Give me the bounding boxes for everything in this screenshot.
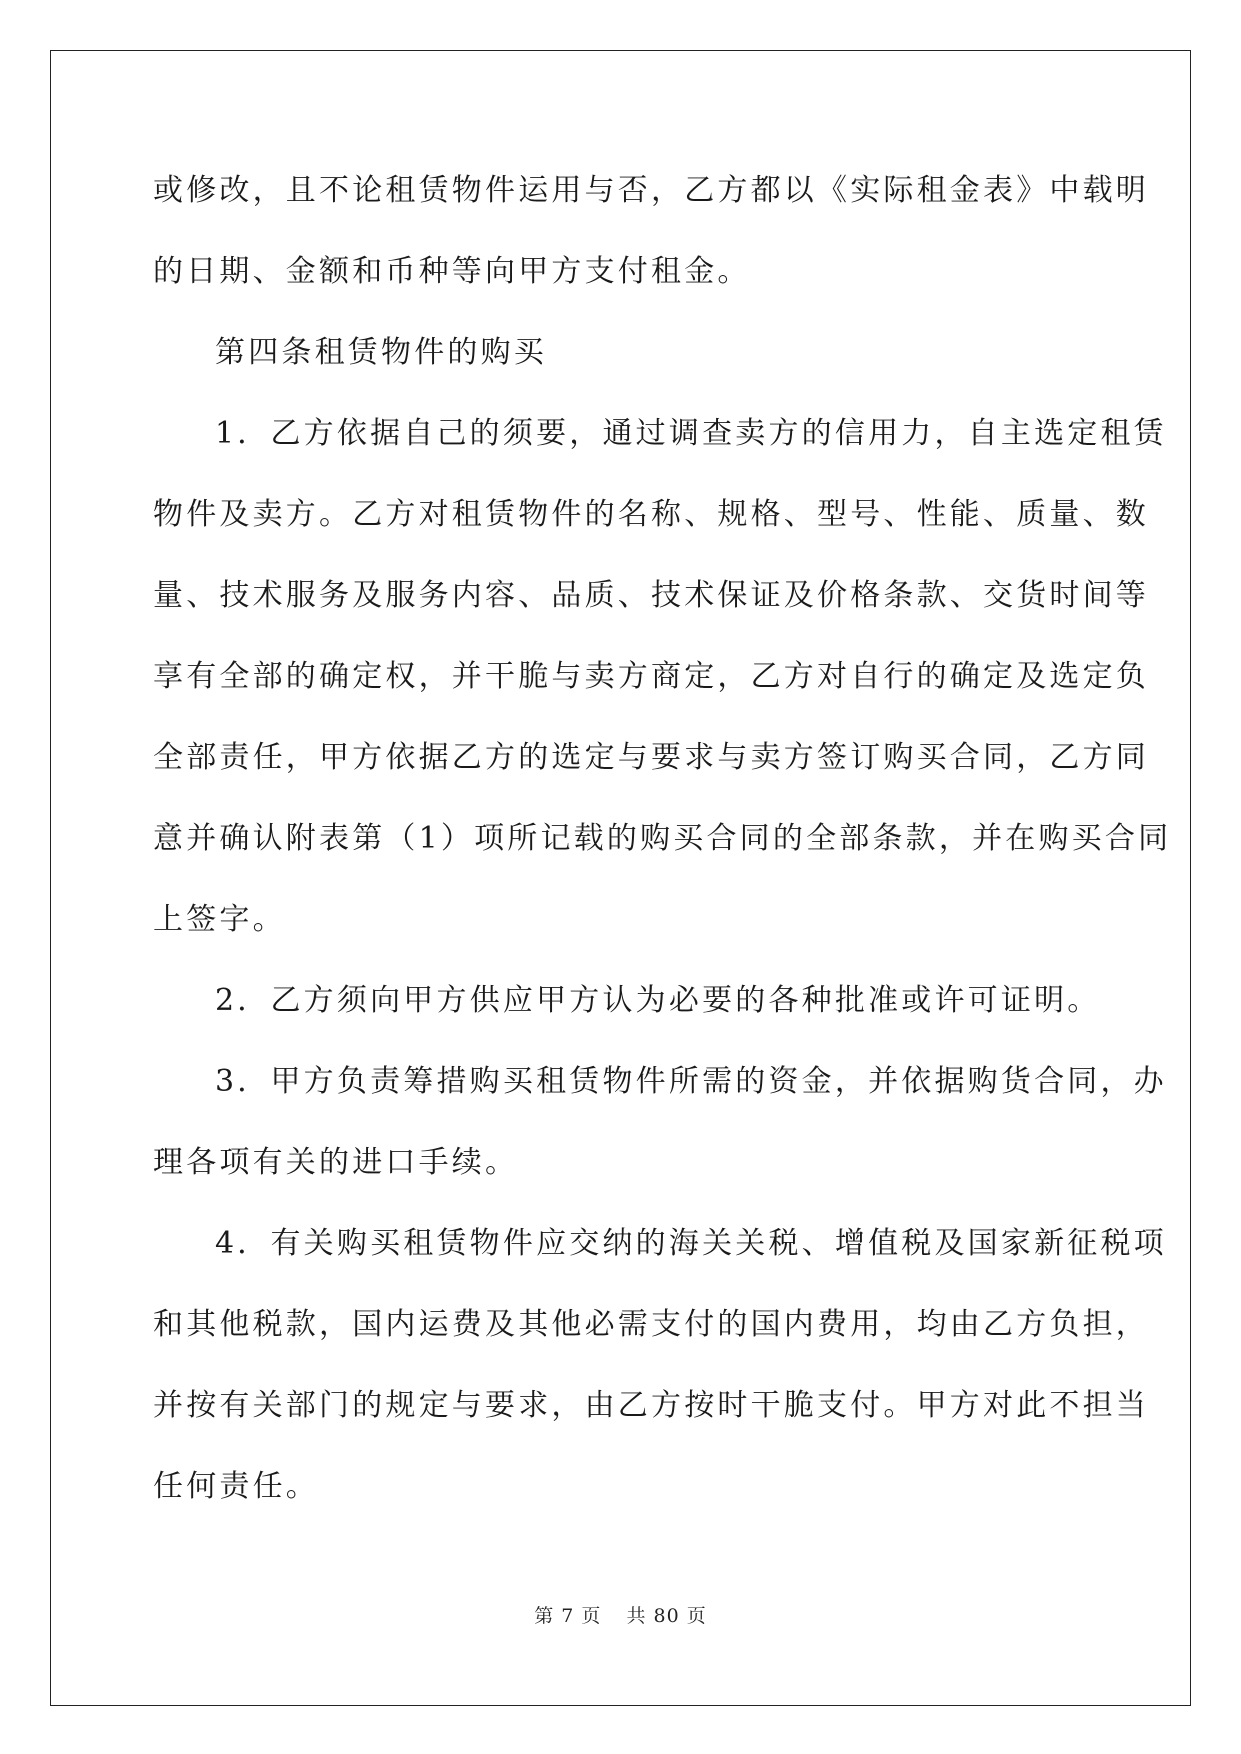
text-line: 意并确认附表第（1）项所记载的购买合同的全部条款，并在购买合同 xyxy=(153,821,1172,856)
text-line: 和其他税款，国内运费及其他必需支付的国内费用，均由乙方负担， xyxy=(153,1307,1149,1342)
text-line: 任何责任。 xyxy=(153,1469,319,1504)
page-number-current: 第 7 页 xyxy=(534,1605,602,1627)
text-line: 全部责任，甲方依据乙方的选定与要求与卖方签订购买合同，乙方同 xyxy=(153,740,1149,775)
text-line: 4．有关购买租赁物件应交纳的海关关税、增值税及国家新征税项 xyxy=(215,1226,1167,1261)
text-line: 3．甲方负责筹措购买租赁物件所需的资金，并依据购货合同，办 xyxy=(215,1064,1167,1099)
text-line: 并按有关部门的规定与要求，由乙方按时干脆支付。甲方对此不担当 xyxy=(153,1388,1149,1423)
document-body xyxy=(153,160,1172,1537)
page-number-total: 共 80 页 xyxy=(626,1605,707,1627)
text-line: 1．乙方依据自己的须要，通过调查卖方的信用力，自主选定租赁 xyxy=(215,416,1167,451)
text-line: 的日期、金额和币种等向甲方支付租金。 xyxy=(153,254,751,289)
text-line: 2．乙方须向甲方供应甲方认为必要的各种批准或许可证明。 xyxy=(215,983,1101,1018)
text-line: 物件及卖方。乙方对租赁物件的名称、规格、型号、性能、质量、数 xyxy=(153,497,1149,532)
page-footer xyxy=(0,1601,1241,1628)
text-line: 上签字。 xyxy=(153,902,286,937)
text-line: 第四条租赁物件的购买 xyxy=(215,335,547,370)
text-line: 理各项有关的进口手续。 xyxy=(153,1145,519,1180)
text-line: 或修改，且不论租赁物件运用与否，乙方都以《实际租金表》中载明 xyxy=(153,173,1149,208)
text-line: 量、技术服务及服务内容、品质、技术保证及价格条款、交货时间等 xyxy=(153,578,1149,613)
text-line: 享有全部的确定权，并干脆与卖方商定，乙方对自行的确定及选定负 xyxy=(153,659,1149,694)
